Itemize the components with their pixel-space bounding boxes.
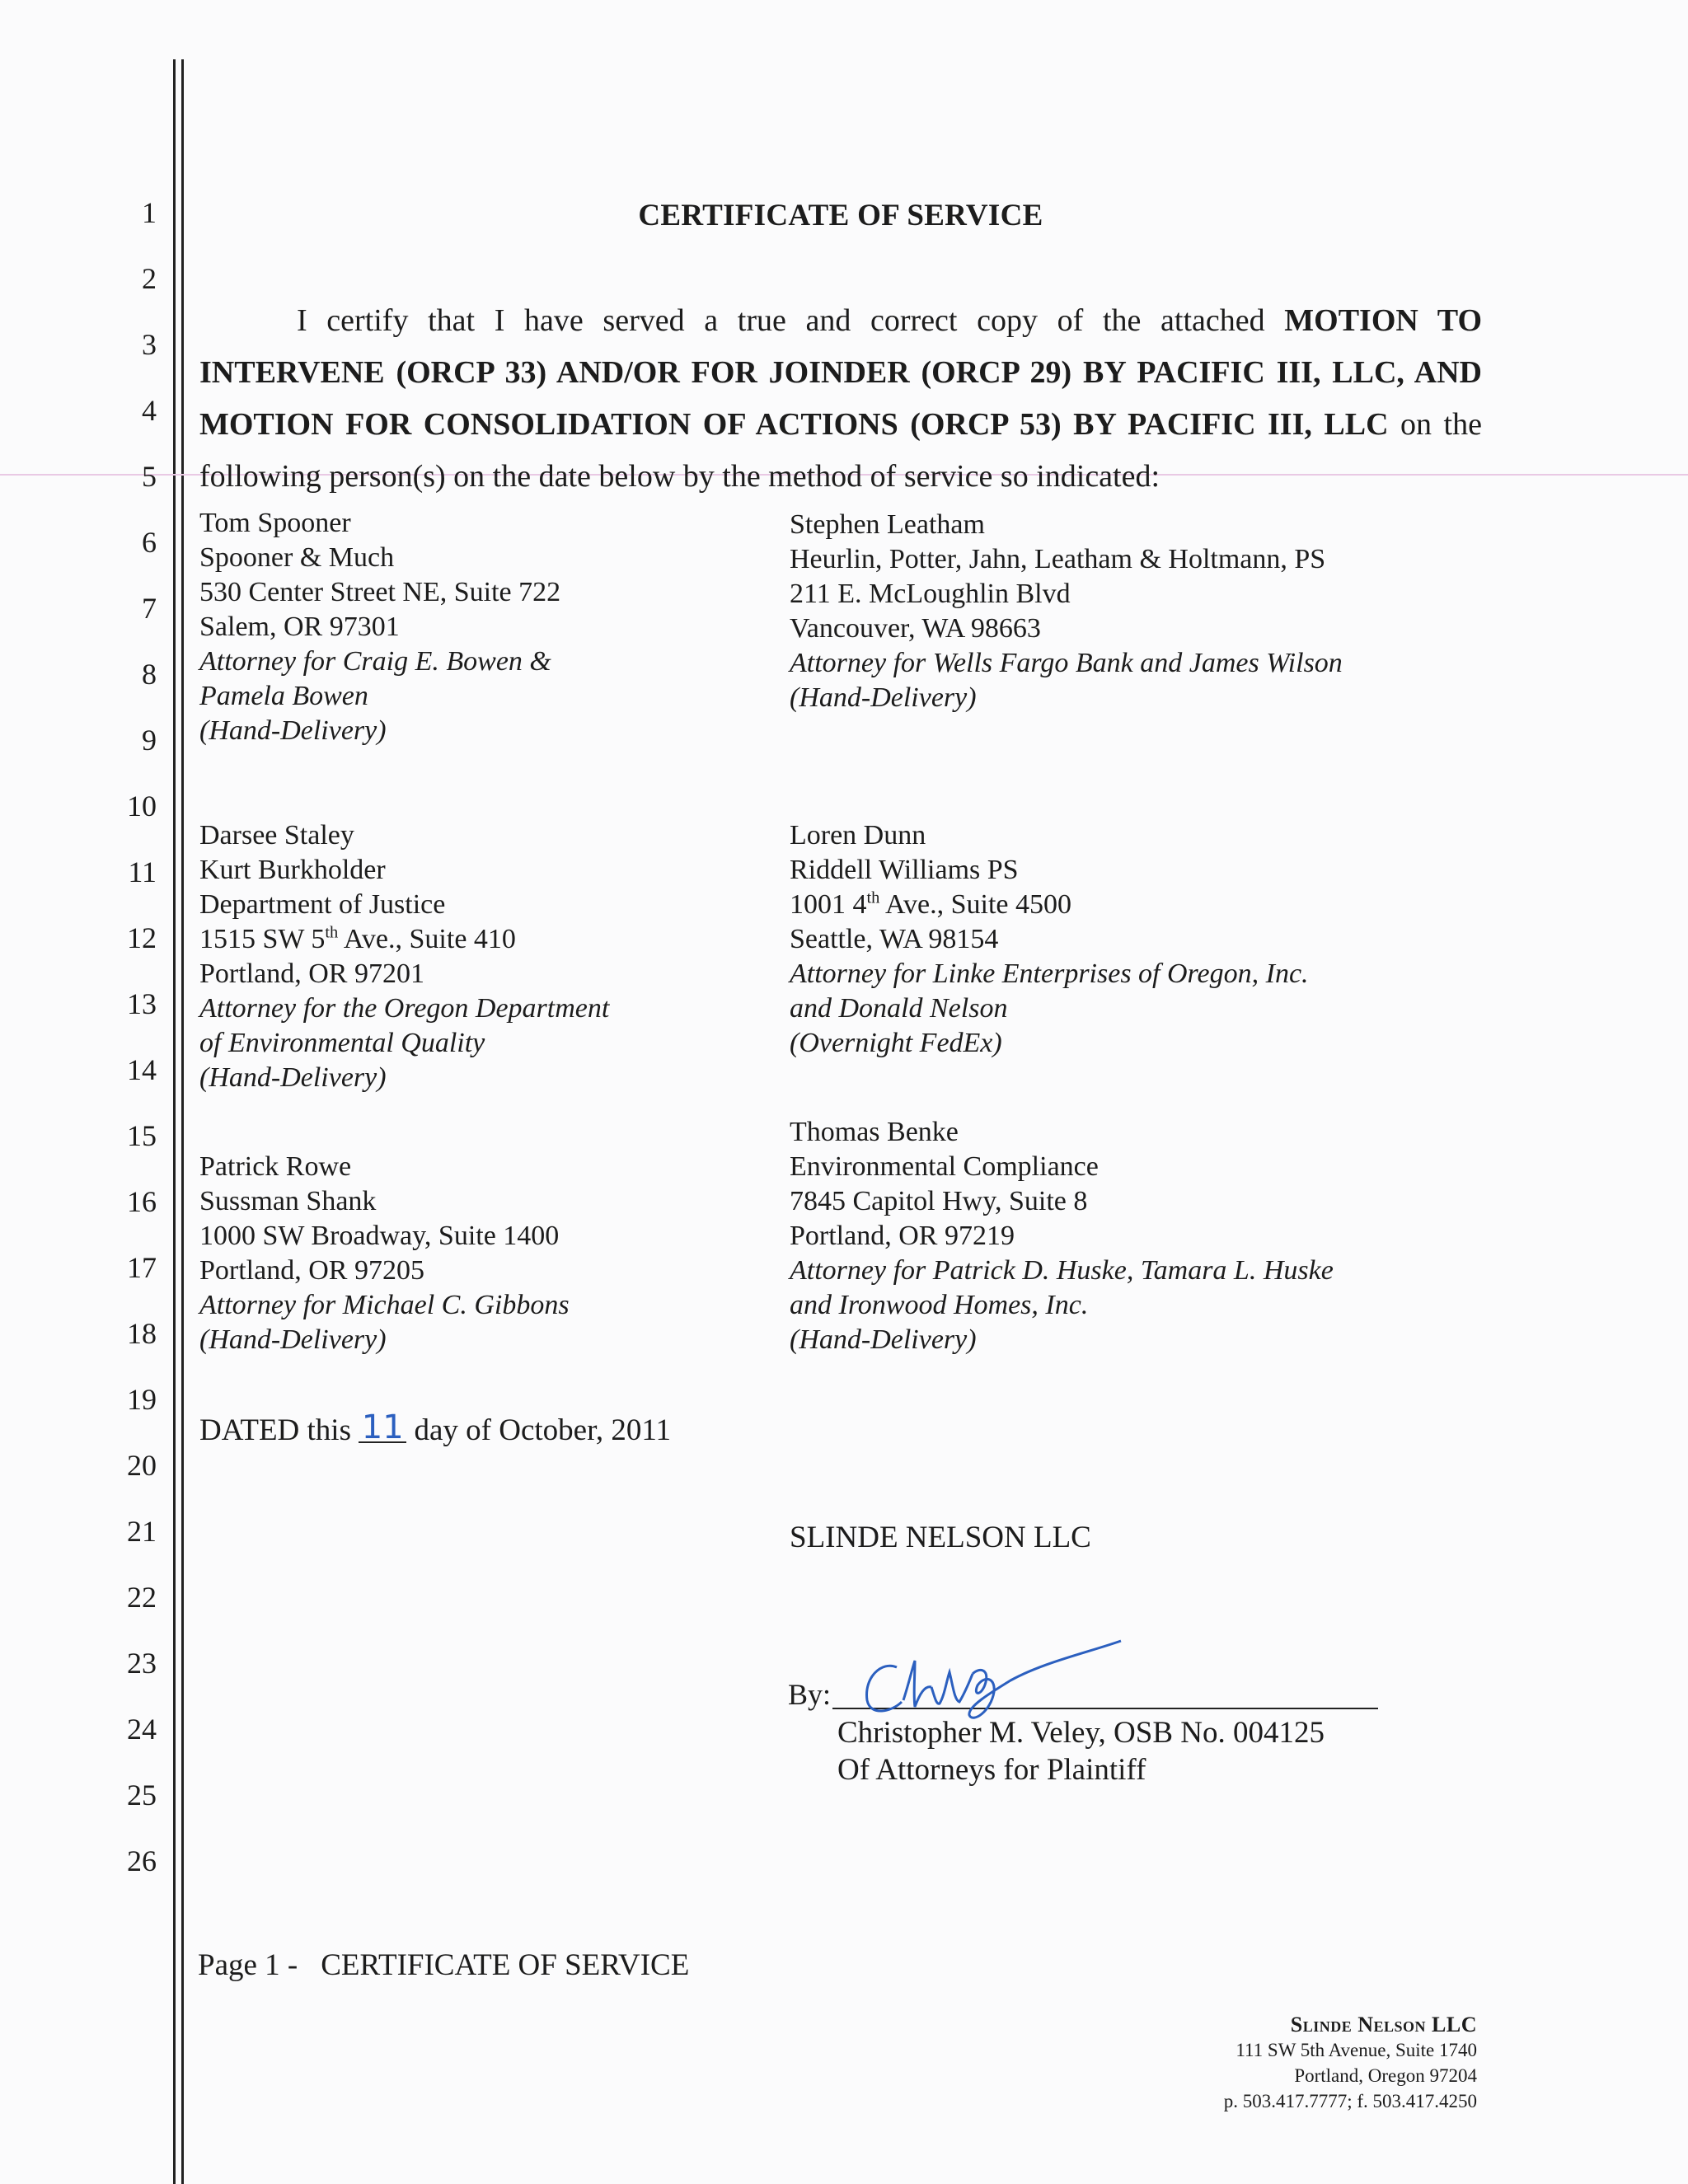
- dated-suffix: day of October, 2011: [414, 1413, 672, 1447]
- attorney-name: Darsee Staley: [199, 820, 354, 851]
- line-number: 13: [127, 987, 157, 1020]
- letterhead-city: Portland, Oregon 97204: [1294, 2065, 1477, 2086]
- service-method: (Hand-Delivery): [790, 682, 977, 713]
- line-number: 26: [127, 1844, 157, 1877]
- line-number: 24: [127, 1713, 157, 1746]
- represented-party: Attorney for Michael C. Gibbons: [199, 1290, 570, 1320]
- firm-name: Sussman Shank: [199, 1186, 377, 1216]
- left-margin-rule: [173, 59, 176, 2184]
- service-entry-benke: [790, 1115, 1334, 1357]
- letterhead-firm: Slinde Nelson LLC: [1290, 2013, 1477, 2036]
- dated-line: [199, 1408, 672, 1448]
- letterhead-address: 111 SW 5th Avenue, Suite 1740: [1236, 2040, 1477, 2060]
- line-number: 6: [142, 526, 157, 559]
- line-number: 9: [142, 724, 157, 757]
- city-state-zip: Salem, OR 97301: [199, 612, 400, 642]
- signer-name: Christopher M. Veley, OSB No. 004125: [837, 1716, 1325, 1750]
- line-number: 22: [127, 1581, 157, 1614]
- handwritten-day: 11: [359, 1413, 406, 1443]
- street-address: 7845 Capitol Hwy, Suite 8: [790, 1186, 1088, 1216]
- line-number: 16: [127, 1185, 157, 1218]
- represented-party: Attorney for Linke Enterprises of Oregon, Inc.: [790, 958, 1309, 989]
- represented-party: of Environmental Quality: [199, 1028, 485, 1058]
- line-number: 10: [127, 790, 157, 823]
- certification-tail: on the following person(s) on the date below by the method of service so indicated:: [199, 407, 1482, 494]
- line-number: 25: [127, 1779, 157, 1811]
- service-method: (Hand-Delivery): [199, 1062, 387, 1093]
- city-state-zip: Portland, OR 97205: [199, 1255, 424, 1286]
- line-number: 18: [127, 1317, 157, 1350]
- street-address: 1000 SW Broadway, Suite 1400: [199, 1221, 560, 1251]
- street-address: 211 E. McLoughlin Blvd: [790, 579, 1071, 609]
- service-method: (Hand-Delivery): [790, 1324, 977, 1355]
- line-number: 8: [142, 658, 157, 691]
- line-number: 23: [127, 1647, 157, 1680]
- firm-name: Environmental Compliance: [790, 1151, 1099, 1182]
- represented-party: Attorney for Patrick D. Huske, Tamara L. Huske: [790, 1255, 1334, 1286]
- street-address: 1515 SW 5th Ave., Suite 410: [199, 923, 516, 954]
- line-number: 11: [128, 855, 157, 888]
- service-method: (Overnight FedEx): [790, 1028, 1002, 1058]
- line-number: 20: [127, 1449, 157, 1482]
- service-entry-doj: [199, 818, 609, 1095]
- dated-prefix: DATED this: [199, 1413, 351, 1447]
- attorney-name: Thomas Benke: [790, 1117, 959, 1147]
- line-number: 3: [142, 328, 157, 361]
- certification-lead: I certify that I have served a true and correct copy of the attached: [297, 303, 1265, 338]
- line-number: 17: [127, 1251, 157, 1284]
- line-number: 1: [142, 196, 157, 229]
- city-state-zip: Vancouver, WA 98663: [790, 613, 1041, 644]
- attorney-name: Kurt Burkholder: [199, 855, 386, 885]
- service-entry-dunn: [790, 818, 1309, 1061]
- certification-paragraph: [199, 295, 1482, 503]
- city-state-zip: Portland, OR 97201: [199, 958, 424, 989]
- line-number: 7: [142, 592, 157, 625]
- represented-party: Attorney for the Oregon Department: [199, 993, 610, 1024]
- page-footer: [198, 1947, 689, 1983]
- street-address: 530 Center Street NE, Suite 722: [199, 577, 561, 607]
- city-state-zip: Portland, OR 97219: [790, 1221, 1015, 1251]
- motion-title: MOTION TO INTERVENE (ORCP 33) AND/OR FOR JOINDER (ORCP 29) BY PACIFIC III, LLC, AND MOTION FOR CONSOLIDATION OF ACTIONS (ORCP 53) BY PACIFIC III, LLC: [199, 303, 1483, 442]
- city-state-zip: Seattle, WA 98154: [790, 924, 999, 954]
- service-entry-leatham: [790, 508, 1343, 715]
- attorney-name: Loren Dunn: [790, 820, 926, 851]
- firm-letterhead: [1224, 2012, 1477, 2114]
- line-number: 4: [142, 394, 157, 427]
- attorney-name: Stephen Leatham: [790, 509, 985, 540]
- left-margin-rule-inner: [181, 59, 184, 2184]
- firm-name: Spooner & Much: [199, 542, 395, 573]
- signer-block: [837, 1714, 1325, 1788]
- signer-role: Of Attorneys for Plaintiff: [837, 1753, 1146, 1787]
- firm-name: Heurlin, Potter, Jahn, Leatham & Holtmann, PS: [790, 544, 1326, 574]
- footer-title: CERTIFICATE OF SERVICE: [321, 1948, 690, 1982]
- line-number: 12: [127, 921, 157, 954]
- line-number: 21: [127, 1515, 157, 1548]
- represented-party: Pamela Bowen: [199, 681, 368, 711]
- service-method: (Hand-Delivery): [199, 1324, 387, 1355]
- line-number: 5: [142, 460, 157, 493]
- service-entry-rowe: [199, 1150, 570, 1357]
- attorney-name: Patrick Rowe: [199, 1151, 352, 1182]
- street-address: 1001 4th Ave., Suite 4500: [790, 888, 1072, 920]
- agency-name: Department of Justice: [199, 889, 446, 920]
- line-number: 15: [127, 1119, 157, 1152]
- document-title: CERTIFICATE OF SERVICE: [638, 199, 1043, 232]
- signing-firm: SLINDE NELSON LLC: [790, 1521, 1091, 1554]
- handwritten-signature: [849, 1636, 1129, 1727]
- firm-name: Riddell Williams PS: [790, 855, 1019, 885]
- attorney-name: Tom Spooner: [199, 508, 351, 538]
- line-number: 2: [142, 262, 157, 295]
- line-number: 19: [127, 1383, 157, 1416]
- letterhead-phone: p. 503.417.7777; f. 503.417.4250: [1223, 2091, 1477, 2111]
- by-label: By:: [788, 1678, 832, 1711]
- line-number: 14: [127, 1053, 157, 1086]
- service-entry-spooner: [199, 506, 560, 748]
- represented-party: Attorney for Wells Fargo Bank and James Wilson: [790, 648, 1343, 678]
- represented-party: Attorney for Craig E. Bowen &: [199, 646, 551, 677]
- page-number: Page 1 -: [198, 1948, 298, 1982]
- service-method: (Hand-Delivery): [199, 715, 387, 746]
- represented-party: and Ironwood Homes, Inc.: [790, 1290, 1089, 1320]
- represented-party: and Donald Nelson: [790, 993, 1008, 1024]
